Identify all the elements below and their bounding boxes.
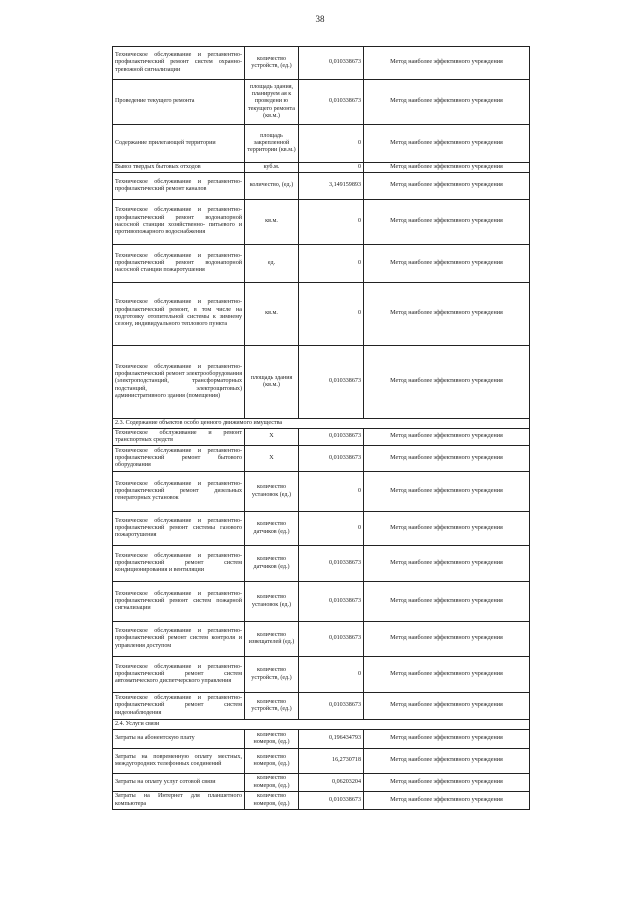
table-row <box>113 792 530 810</box>
table-row <box>113 446 530 472</box>
norm-value: 3,149159893 <box>299 173 364 200</box>
cost-item-name: Техническое обслуживание и регламентно- профилактический ремонт систем автоматического диспетчерского управления <box>113 657 245 693</box>
calculation-method: Метод наиболее эффективного учреждения <box>364 792 530 810</box>
section-title: 2.3. Содержание объектов особо ценного движимого имущества <box>113 419 530 429</box>
calculation-method: Метод наиболее эффективного учреждения <box>364 582 530 622</box>
table-row <box>113 472 530 512</box>
unit-of-measure: площадь здания (кв.м.) <box>245 346 299 419</box>
calculation-method: Метод наиболее эффективного учреждения <box>364 346 530 419</box>
calculation-method: Метод наиболее эффективного учреждения <box>364 173 530 200</box>
table-row <box>113 346 530 419</box>
norm-value: 0,010338673 <box>299 622 364 657</box>
cost-item-name: Затраты на оплату услуг сотовой связи <box>113 774 245 792</box>
unit-of-measure: количество номеров, (ед.) <box>245 792 299 810</box>
norm-value: 0 <box>299 245 364 283</box>
cost-item-name: Затраты на повременную оплату местных, междугородних телефонных соединений <box>113 749 245 774</box>
calculation-method: Метод наиболее эффективного учреждения <box>364 546 530 582</box>
unit-of-measure: X <box>245 429 299 446</box>
calculation-method: Метод наиболее эффективного учреждения <box>364 693 530 720</box>
cost-item-name: Техническое обслуживание и регламентно- профилактический ремонт систем пожарной сигнализации <box>113 582 245 622</box>
unit-of-measure: количество извещателей (ед.) <box>245 622 299 657</box>
calculation-method: Метод наиболее эффективного учреждения <box>364 512 530 546</box>
norm-value: 0,010338673 <box>299 47 364 80</box>
cost-item-name: Техническое обслуживание и регламентно- профилактический ремонт системы газового пожаротушения <box>113 512 245 546</box>
cost-item-name: Техническое обслуживание и регламентно- профилактический ремонт систем контроля и управления доступом <box>113 622 245 657</box>
calculation-method: Метод наиболее эффективного учреждения <box>364 245 530 283</box>
calculation-method: Метод наиболее эффективного учреждения <box>364 749 530 774</box>
norm-value: 0,010338673 <box>299 792 364 810</box>
cost-item-name: Техническое обслуживание и регламентно- профилактический ремонт, в том числе на подготовку отопительной системы к зимнему сезону, индивидуального теплового пункта <box>113 283 245 346</box>
table-row <box>113 283 530 346</box>
table-row <box>113 80 530 125</box>
cost-item-name: Техническое обслуживание и регламентно- профилактический ремонт каналов <box>113 173 245 200</box>
cost-item-name: Затраты на абонентскую плату <box>113 730 245 749</box>
unit-of-measure: ед. <box>245 245 299 283</box>
norm-value: 16,2730718 <box>299 749 364 774</box>
unit-of-measure: количество датчиков (ед.) <box>245 546 299 582</box>
table-row <box>113 622 530 657</box>
table-row <box>113 163 530 173</box>
cost-item-name: Техническое обслуживание и ремонт транспортных средств <box>113 429 245 446</box>
table-row <box>113 774 530 792</box>
cost-item-name: Техническое обслуживание и регламентно- профилактический ремонт систем видеонаблюдения <box>113 693 245 720</box>
calculation-method: Метод наиболее эффективного учреждения <box>364 446 530 472</box>
unit-of-measure: количество, (ед.) <box>245 173 299 200</box>
table-row <box>113 546 530 582</box>
calculation-method: Метод наиболее эффективного учреждения <box>364 283 530 346</box>
unit-of-measure: количество устройств, (ед.) <box>245 47 299 80</box>
cost-item-name: Техническое обслуживание и регламентно- профилактический ремонт бытового оборудования <box>113 446 245 472</box>
cost-item-name: Техническое обслуживание и регламентно- профилактический ремонт дизельных генераторных установок <box>113 472 245 512</box>
unit-of-measure: кв.м. <box>245 283 299 346</box>
unit-of-measure: количество номеров, (ед.) <box>245 774 299 792</box>
table-row <box>113 730 530 749</box>
norm-value: 0 <box>299 163 364 173</box>
page-number: 38 <box>315 14 325 24</box>
section-header-row <box>113 419 530 429</box>
norm-value: 0,010338673 <box>299 582 364 622</box>
unit-of-measure: куб.м. <box>245 163 299 173</box>
unit-of-measure: количество установок (ед.) <box>245 472 299 512</box>
table-row <box>113 47 530 80</box>
norm-value: 0 <box>299 200 364 245</box>
table-row <box>113 512 530 546</box>
norm-value: 0 <box>299 283 364 346</box>
unit-of-measure: площадь закрепленной территории (кв.м.) <box>245 125 299 163</box>
table-row <box>113 429 530 446</box>
unit-of-measure: количество устройств, (ед.) <box>245 693 299 720</box>
section-title: 2.4. Услуги связи <box>113 720 530 730</box>
unit-of-measure: площадь здания, планируем ая к проведени ю текущего ремонта (кв.м.) <box>245 80 299 125</box>
table-body <box>113 47 530 810</box>
unit-of-measure: количество устройств, (ед.) <box>245 657 299 693</box>
calculation-method: Метод наиболее эффективного учреждения <box>364 730 530 749</box>
cost-item-name: Техническое обслуживание и регламентно- профилактический ремонт систем охранно- тревожной сигнализации <box>113 47 245 80</box>
unit-of-measure: количество датчиков (ед.) <box>245 512 299 546</box>
norm-value: 0 <box>299 512 364 546</box>
norm-value: 0,010338673 <box>299 429 364 446</box>
calculation-method: Метод наиболее эффективного учреждения <box>364 80 530 125</box>
norm-value: 0 <box>299 657 364 693</box>
table-row <box>113 657 530 693</box>
table-row <box>113 582 530 622</box>
norm-value: 0 <box>299 125 364 163</box>
norm-value: 0,010338673 <box>299 346 364 419</box>
unit-of-measure: количество установок (ед.) <box>245 582 299 622</box>
calculation-method: Метод наиболее эффективного учреждения <box>364 47 530 80</box>
cost-item-name: Техническое обслуживание и регламентно- профилактический ремонт систем кондиционирования и вентиляции <box>113 546 245 582</box>
unit-of-measure: количество номеров, (ед.) <box>245 730 299 749</box>
norm-value: 0,06203204 <box>299 774 364 792</box>
section-header-row <box>113 720 530 730</box>
calculation-method: Метод наиболее эффективного учреждения <box>364 657 530 693</box>
calculation-method: Метод наиболее эффективного учреждения <box>364 622 530 657</box>
calculation-method: Метод наиболее эффективного учреждения <box>364 429 530 446</box>
norm-value: 0,010338673 <box>299 693 364 720</box>
calculation-method: Метод наиболее эффективного учреждения <box>364 163 530 173</box>
calculation-method: Метод наиболее эффективного учреждения <box>364 472 530 512</box>
table-row <box>113 245 530 283</box>
cost-item-name: Техническое обслуживание и регламентно- профилактический ремонт электрооборудования (электроподстанций, трансформаторных подстанций, электрощитовых) административного здания (помещения) <box>113 346 245 419</box>
cost-item-name: Затраты на Интернет для планшетного компьютера <box>113 792 245 810</box>
norm-value: 0,010338673 <box>299 546 364 582</box>
table-row <box>113 693 530 720</box>
calculation-method: Метод наиболее эффективного учреждения <box>364 774 530 792</box>
table-row <box>113 125 530 163</box>
cost-item-name: Вывоз твердых бытовых отходов <box>113 163 245 173</box>
unit-of-measure: количество номеров, (ед.) <box>245 749 299 774</box>
cost-item-name: Техническое обслуживание и регламентно- профилактический ремонт водонапорной насосной станции пожаротушения <box>113 245 245 283</box>
cost-item-name: Проведение текущего ремонта <box>113 80 245 125</box>
calculation-method: Метод наиболее эффективного учреждения <box>364 125 530 163</box>
table-row <box>113 173 530 200</box>
cost-norms-table <box>112 46 530 810</box>
table-row <box>113 200 530 245</box>
norm-value: 0,010338673 <box>299 446 364 472</box>
unit-of-measure: кв.м. <box>245 200 299 245</box>
cost-item-name: Содержание прилегающей территории <box>113 125 245 163</box>
norm-value: 0 <box>299 472 364 512</box>
table-row <box>113 749 530 774</box>
norm-value: 0,010338673 <box>299 80 364 125</box>
calculation-method: Метод наиболее эффективного учреждения <box>364 200 530 245</box>
norm-value: 0,196434793 <box>299 730 364 749</box>
unit-of-measure: X <box>245 446 299 472</box>
cost-item-name: Техническое обслуживание и регламентно- профилактический ремонт водонапорной насосной станции хозяйственно- питьевого и противопожарного водоснабжения <box>113 200 245 245</box>
